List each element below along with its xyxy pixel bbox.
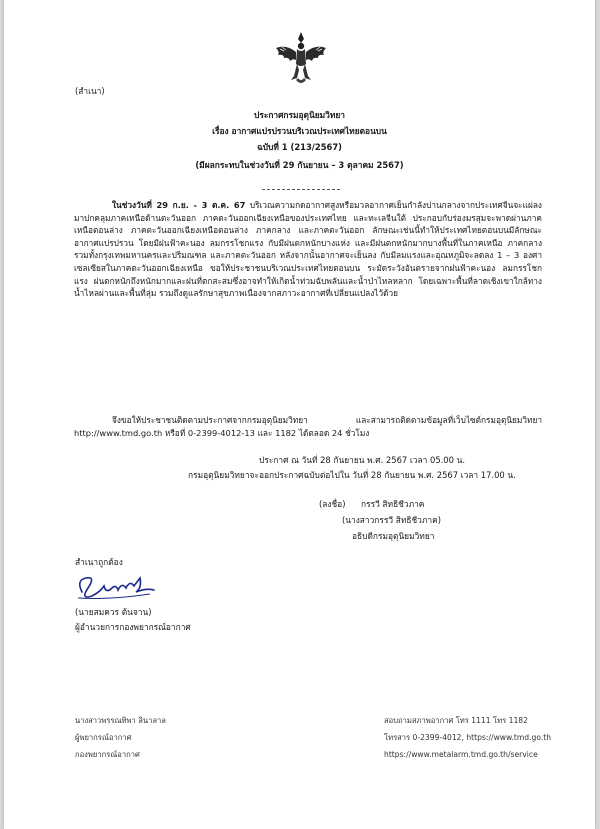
footer-right-line-3: https://www.metalarm.tmd.go.th/service — [384, 750, 538, 759]
signed-label: (ลงชื่อ) — [319, 499, 346, 509]
certifier-position: ผู้อำนวยการกองพยากรณ์อากาศ — [75, 622, 191, 632]
copy-mark: (สำเนา) — [75, 86, 105, 96]
announcement-heading: ประกาศกรมอุตุนิยมวิทยา — [254, 110, 345, 120]
footer-left-line-1: นางสาวพรรณทิพา ลินาลาล — [75, 716, 166, 725]
footer-right-line-2: โทรสาร 0-2399-4012, https://www.tmd.go.th — [384, 733, 552, 742]
separator-line — [262, 189, 340, 190]
effective-period: (มีผลกระทบในช่วงวันที่ 29 กันยายน – 3 ตุลาคม 2567) — [195, 160, 404, 170]
certifier-name: (นายสมควร ต้นจาน) — [75, 607, 152, 617]
body-paragraph-2 — [74, 414, 542, 439]
body-paragraph-1 — [74, 199, 542, 300]
document-page — [4, 0, 595, 829]
signer-position: อธิบดีกรมอุตุนิยมวิทยา — [352, 531, 435, 541]
footer-right-line-1: สอบถามสภาพอากาศ โทร 1111 โทร 1182 — [384, 716, 528, 725]
body-text-2: จึงขอให้ประชาชนติดตามประกาศจากกรมอุตุนิยมวิทยา และสามารถติดตามข้อมูลที่เว็บไซต์กรมอุตุนิยมวิทยา http://www.tmd.go.th หรือที่ 0-2399-4012-13 และ 1182 ได้ตลอด 24 ชั่วโมง — [74, 415, 542, 438]
signer-full-name: (นางสาวกรรวี สิทธิชีวภาค) — [342, 515, 441, 525]
body-text-1: บริเวณความกดอากาศสูงหรือมวลอากาศเย็นกำลังปานกลางจากประเทศจีนจะแผ่ลงมาปกคลุมภาคเหนือด้านตะวันออก ภาคตะวันออกเฉียงเหนือของประเทศไทย และทะเลจีนใต้ ประกอบกับร่องมรสุมจะพาดผ่านภาคเหนือตอนล่าง ภาคตะวันออกเฉียงเหนือตอนล่าง ภาคกลาง และภาคตะวันออก ลักษณะเช่นนี้ทำให้ประเทศไทยตอนบนมีลักษณะอากาศแปรปรวน โดยมีฝนฟ้าคะนอง ลมกรรโชกแรง กับมีฝนตกหนักบางแห่ง และมีฝนตกหนักมากบางพื้นที่ในภาคเหนือ ภาคกลางรวมทั้งกรุงเทพมหานครและปริมณฑล และภาคตะวันออก หลังจากนั้นอากาศจะเย็นลง กับมีลมแรงและอุณหภูมิจะลดลง 1 – 3 องศาเซลเซียสในภาคตะวันออกเฉียงเหนือ ขอให้ประชาชนบริเวณประเทศไทยตอนบน ระมัดระวังอันตรายจากฝนฟ้าคะนอง ลมกรรโชกแรง ฝนตกหนักถึงหนักมากและฝนที่ตกสะสมซึ่งอาจทำให้เกิดน้ำท่วมฉับพลันและน้ำป่าไหลหลาก โดยเฉพาะพื้นที่ลาดเชิงเขาใกล้ทางน้ำไหลผ่านและพื้นที่ลุ่ม รวมถึงดูแลรักษาสุขภาพเนื่องจากสภาวะอากาศที่เปลี่ยนแปลงไว้ด้วย — [74, 200, 542, 299]
announcement-subject: เรื่อง อากาศแปรปรวนบริเวณประเทศไทยตอนบน — [212, 126, 387, 136]
handwritten-signature — [70, 570, 160, 604]
footer-left-line-3: กองพยากรณ์อากาศ — [75, 750, 140, 759]
signer-name: กรรวี สิทธิชีวภาค — [361, 499, 425, 509]
garuda-emblem-icon — [272, 30, 330, 88]
certified-copy-label: สำเนาถูกต้อง — [75, 557, 123, 567]
announcement-issue: ฉบับที่ 1 (213/2567) — [256, 142, 343, 152]
next-issue-note: กรมอุตุนิยมวิทยาจะออกประกาศฉบับต่อไปใน วันที่ 28 กันยายน พ.ศ. 2567 เวลา 17.00 น. — [188, 470, 516, 480]
announced-date: ประกาศ ณ วันที่ 28 กันยายน พ.ศ. 2567 เวลา 05.00 น. — [259, 455, 466, 465]
body-lead: ในช่วงวันที่ 29 ก.ย. - 3 ต.ค. 67 — [112, 200, 246, 210]
footer-left-line-2: ผู้พยากรณ์อากาศ — [75, 733, 132, 742]
